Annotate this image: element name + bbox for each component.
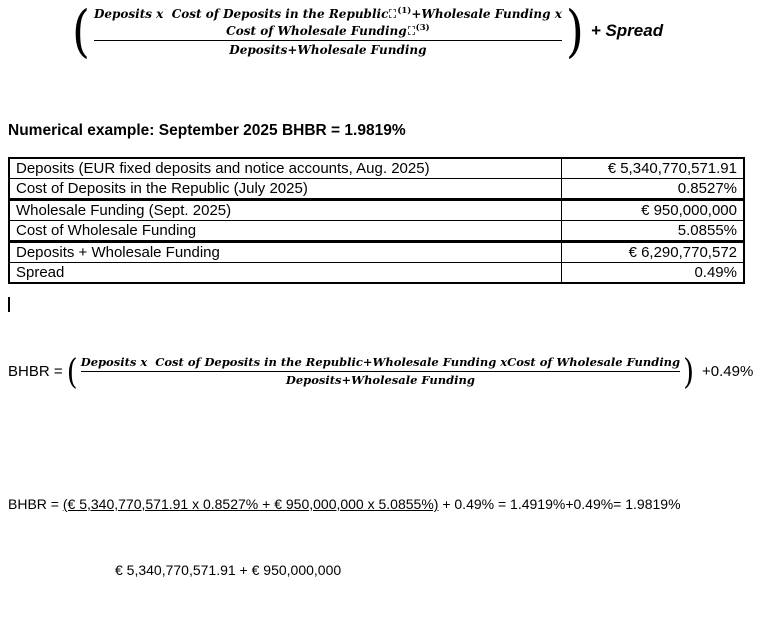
row-value: 5.0855% [561, 221, 744, 242]
table-row [9, 263, 744, 284]
footnote-ref-1: (1) [397, 6, 412, 16]
row-label: Cost of Deposits in the Republic (July 2025) [9, 179, 561, 200]
numeric-calculation [8, 449, 681, 625]
row-label: Cost of Wholesale Funding [9, 221, 561, 242]
calc-numerator-underlined: (€ 5,340,770,571.91 x 0.8527% + € 950,000,000 x 5.0855%) [62, 496, 439, 512]
table-row [9, 179, 744, 200]
numerical-example-heading: Numerical example: September 2025 BHBR = 1.9819% [8, 122, 406, 139]
table-row [9, 158, 744, 179]
definition-fraction [90, 4, 566, 57]
row-label: Deposits (EUR fixed deposits and notice accounts, Aug. 2025) [9, 158, 561, 179]
missing-glyph-box-icon [389, 9, 396, 18]
row-value: € 5,340,770,571.91 [561, 158, 744, 179]
numerator-line-1-text: Deposits x Cost of Deposits in the Republic [93, 7, 389, 21]
row-label: Deposits + Wholesale Funding [9, 242, 561, 263]
numerator-line-2-text: Cost of Wholesale Funding [226, 24, 407, 38]
open-paren: ( [66, 350, 78, 392]
bhbr-definition-formula [72, 0, 664, 64]
numerator-line-1 [94, 4, 562, 21]
row-value: € 950,000,000 [561, 200, 744, 221]
definition-numerator [94, 4, 562, 38]
mid-fraction [78, 356, 683, 387]
calc-result-tail: + 0.49% = 1.4919%+0.49%= 1.9819% [438, 496, 681, 512]
row-label: Spread [16, 264, 65, 281]
row-label: Wholesale Funding (Sept. 2025) [9, 200, 561, 221]
row-value: 0.8527% [561, 179, 744, 200]
footnote-ref-3: (3) [415, 23, 430, 33]
table-row [9, 200, 744, 221]
spread-term: + Spread [590, 20, 664, 40]
numerator-line-2 [94, 21, 562, 38]
definition-denominator: Deposits+Wholesale Funding [94, 40, 562, 57]
table-row [9, 221, 744, 242]
calculation-line-2: € 5,340,770,571.91 + € 950,000,000 [115, 562, 342, 578]
close-paren: ) [565, 0, 584, 64]
numerator-line-1-tail: +Wholesale Funding x [411, 7, 562, 21]
bhbr-label: BHBR = [8, 363, 67, 380]
mid-denominator: Deposits+Wholesale Funding [81, 371, 680, 387]
mid-numerator: Deposits x Cost of Deposits in the Republic+Wholesale Funding xCost of Wholesale Funding [80, 355, 681, 369]
open-paren: ( [72, 0, 90, 64]
table-row [9, 242, 744, 263]
bhbr-formula-with-spread [8, 350, 754, 392]
close-paren: ) [683, 350, 695, 392]
missing-glyph-box-icon [408, 26, 415, 35]
bhbr-inputs-table [8, 157, 745, 284]
row-value: 0.49% [561, 263, 744, 284]
spread-value-suffix: +0.49% [702, 363, 754, 380]
table-border-artifact [8, 297, 10, 312]
row-value: € 6,290,770,572 [561, 242, 744, 263]
calc-bhbr-label: BHBR = [8, 496, 63, 512]
calculation-line-1 [8, 493, 681, 515]
